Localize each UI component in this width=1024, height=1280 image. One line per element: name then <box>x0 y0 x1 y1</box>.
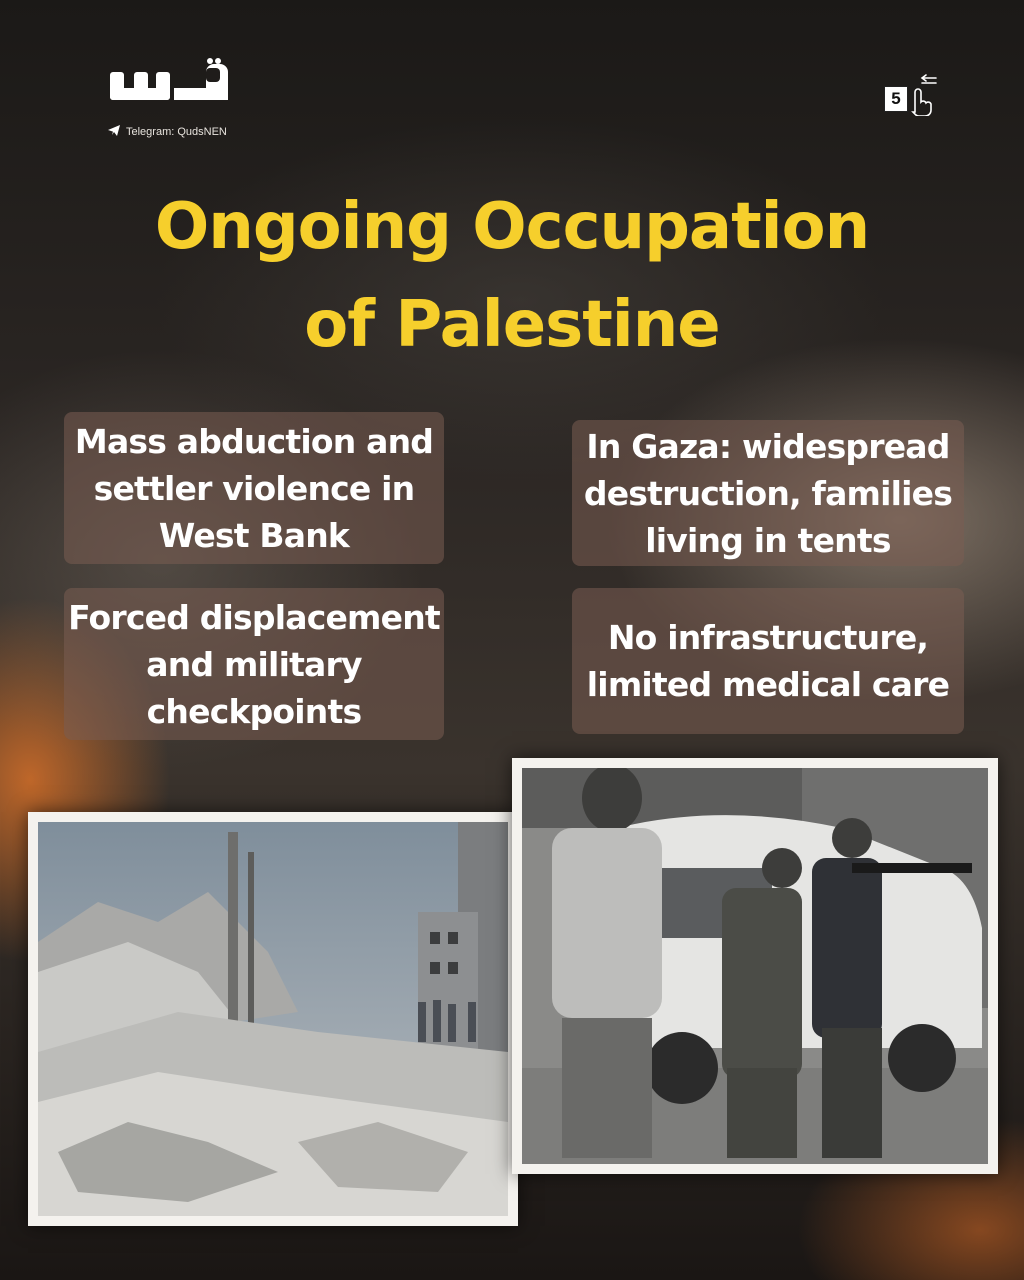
info-card-gaza: In Gaza: widespread destruction, families living in tents <box>572 420 964 566</box>
telegram-label: Telegram: QudsNEN <box>126 126 227 138</box>
info-card-infrastructure: No infrastructure, limited medical care <box>572 588 964 734</box>
telegram-icon <box>108 125 120 139</box>
title-line-2: of Palestine <box>304 288 720 362</box>
info-card-displacement: Forced displacement and military checkpoints <box>64 588 444 740</box>
telegram-link[interactable] <box>108 124 227 140</box>
page-title <box>0 178 1024 374</box>
rubble-photo <box>28 812 518 1226</box>
soldiers-photo <box>512 758 998 1174</box>
page-number: 5 <box>884 86 908 112</box>
quds-logo <box>108 58 238 110</box>
title-line-1: Ongoing Occupation <box>154 190 870 264</box>
info-card-west-bank: Mass abduction and settler violence in West Bank <box>64 412 444 564</box>
